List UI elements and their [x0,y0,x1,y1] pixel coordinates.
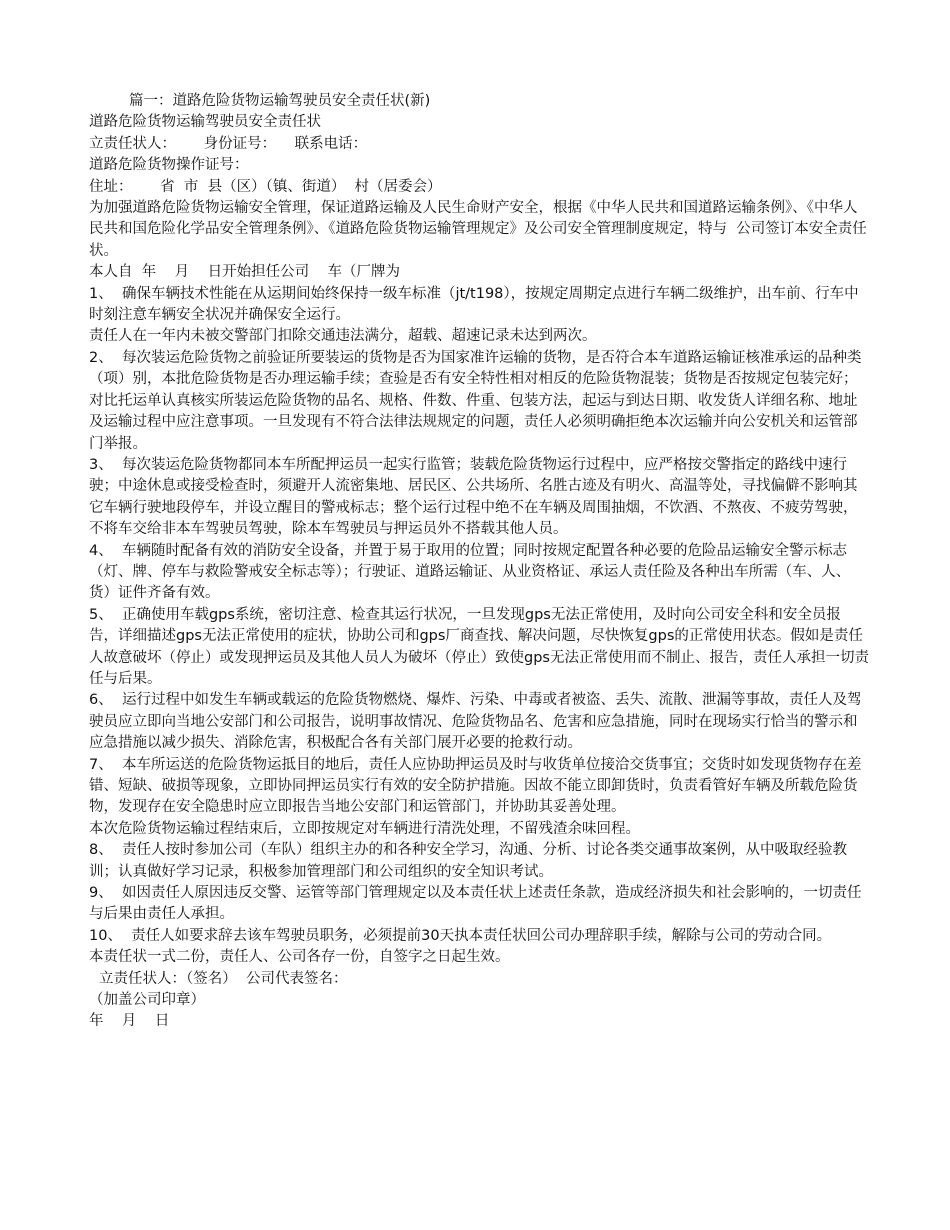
clause-paragraph: 本责任状一式二份，责任人、公司各存一份，自签字之日起生效。 [89,949,510,966]
seal-line: （加盖公司印章） [89,992,205,1009]
clause-paragraph: 7、 本车所运送的危险货物运抵目的地后，责任人应协助押运员及时与收货单位接洽交货事宜；交货时如发现货物存在差错、短缺、破损等现象，立即协同押运员实行有效的安全防护措施。因故不能立即卸货时，负责看管好车辆及所载危险货物，发现存在安全隐患时应立即报告当地公安部门和运管部门，并协助其妥善处理。 [89,756,862,816]
document-page [89,91,869,1033]
clause-paragraph: 本次危险货物运输过程结束后，立即按规定对车辆进行清洗处理，不留残渣余味回程。 [89,820,640,837]
document-subtitle: 道路危险货物运输驾驶员安全责任状 [89,114,321,131]
clause-paragraph: 10、 责任人如要求辞去该车驾驶员职务，必须提前30天执本责任状回公司办理辞职手续，解除与公司的劳动合同。 [89,927,832,944]
permit-number-line: 道路危险货物操作证号： [89,157,249,174]
signature-line: 立责任状人：（签名） 公司代表签名： [99,970,348,987]
address-line: 住址： 省 市 县（区）（镇、街道） 村（居委会） [89,178,442,195]
clause-paragraph: 2、 每次装运危险货物之前验证所要装运的货物是否为国家准许运输的货物，是否符合本车道路运输证核准承运的品种类（项）别，本批危险货物是否办理运输手续；查验是否有安全特性相对相反的危险货物混装；货物是否按规定包装完好；对比托运单认真核实所装运危险货物的品名、规格、件数、件重、包装方法，起运与到达日期、收发货人详细名称、地址及运输过程中应注意事项。一旦发现有不符合法律法规规定的问题，责任人必须明确拒绝本次运输并向公安机关和运管部门举报。 [89,349,862,452]
clause-paragraph: 3、 每次装运危险货物都同本车所配押运员一起实行监管；装载危险货物运行过程中，应严格按交警指定的路线中速行驶；中途休息或接受检查时，须避开人流密集地、居民区、公共场所、名胜古迹及有明火、高温等处，寻找偏僻不影响其它车辆行驶地段停车，并设立醒目的警戒标志；整个运行过程中绝不在车辆及周围抽烟，不饮酒、不熬夜、不疲劳驾驶，不将车交给非本车驾驶员驾驶，除本车驾驶员与押运员外不搭载其他人员。 [89,456,858,538]
clause-paragraph: 9、 如因责任人原因违反交警、运管等部门管理规定以及本责任状上述责任条款，造成经济损失和社会影响的，一切责任与后果由责任人承担。 [89,885,862,923]
intro-paragraph: 为加强道路危险货物运输安全管理，保证道路运输及人民生命财产安全，根据《中华人民共和国道路运输条例》、《中华人民共和国危险化学品安全管理条例》、《道路危险货物运输管理规定》及公司安全管理制度规定，特与 公司签订本安全责任状。 [89,200,867,259]
clause-paragraph: 责任人在一年内未被交警部门扣除交通违法满分，超载、超速记录未达到两次。 [89,328,597,345]
clause-paragraph: 8、 责任人按时参加公司（车队）组织主办的和各种安全学习，沟通、分析、讨论各类交通事故案例，从中吸取经验教训；认真做好学习记录，积极参加管理部门和公司组织的安全知识考试。 [89,842,847,880]
signer-info-line: 立责任状人： 身份证号： 联系电话： [89,135,368,152]
start-date-line: 本人自 年 月 日开始担任公司 车（厂牌为 [89,264,401,281]
clause-paragraph: 5、 正确使用车载gps系统，密切注意、检查其运行状况，一旦发现gps无法正常使用，及时向公司安全科和安全员报告，详细描述gps无法正常使用的症状，协助公司和gps厂商查找、解决问题，尽快恢复gps的正常使用状态。假如是责任人故意破坏（停止）或发现押运员及其他人员人为破坏（停止）致使gps无法正常使用而不制止、报告，责任人承担一切责任与后果。 [89,606,869,687]
date-line: 年 月 日 [89,1013,170,1030]
clause-paragraph: 4、 车辆随时配备有效的消防安全设备，并置于易于取用的位置；同时按规定配置各种必要的危险品运输安全警示标志（灯、牌、停车与救险警戒安全标志等）；行驶证、道路运输证、从业资格证、承运人责任险及各种出车所需（车、人、货）证件齐备有效。 [89,542,851,602]
document-heading: 篇一：道路危险货物运输驾驶员安全责任状(新) [129,93,431,109]
clause-paragraph: 1、 确保车辆技术性能在从运期间始终保持一级车标准（jt/t198），按规定周期定点进行车辆二级维护，出车前、行车中时刻注意车辆安全状况并确保安全运行。 [89,285,859,324]
clause-paragraph: 6、 运行过程中如发生车辆或载运的危险货物燃烧、爆炸、污染、中毒或者被盗、丢失、流散、泄漏等事故，责任人及驾驶员应立即向当地公安部门和公司报告，说明事故情况、危险货物品名、危害和应急措施，同时在现场实行恰当的警示和应急措施以减少损失、消除危害，积极配合各有关部门展开必要的抢救行动。 [89,692,862,752]
